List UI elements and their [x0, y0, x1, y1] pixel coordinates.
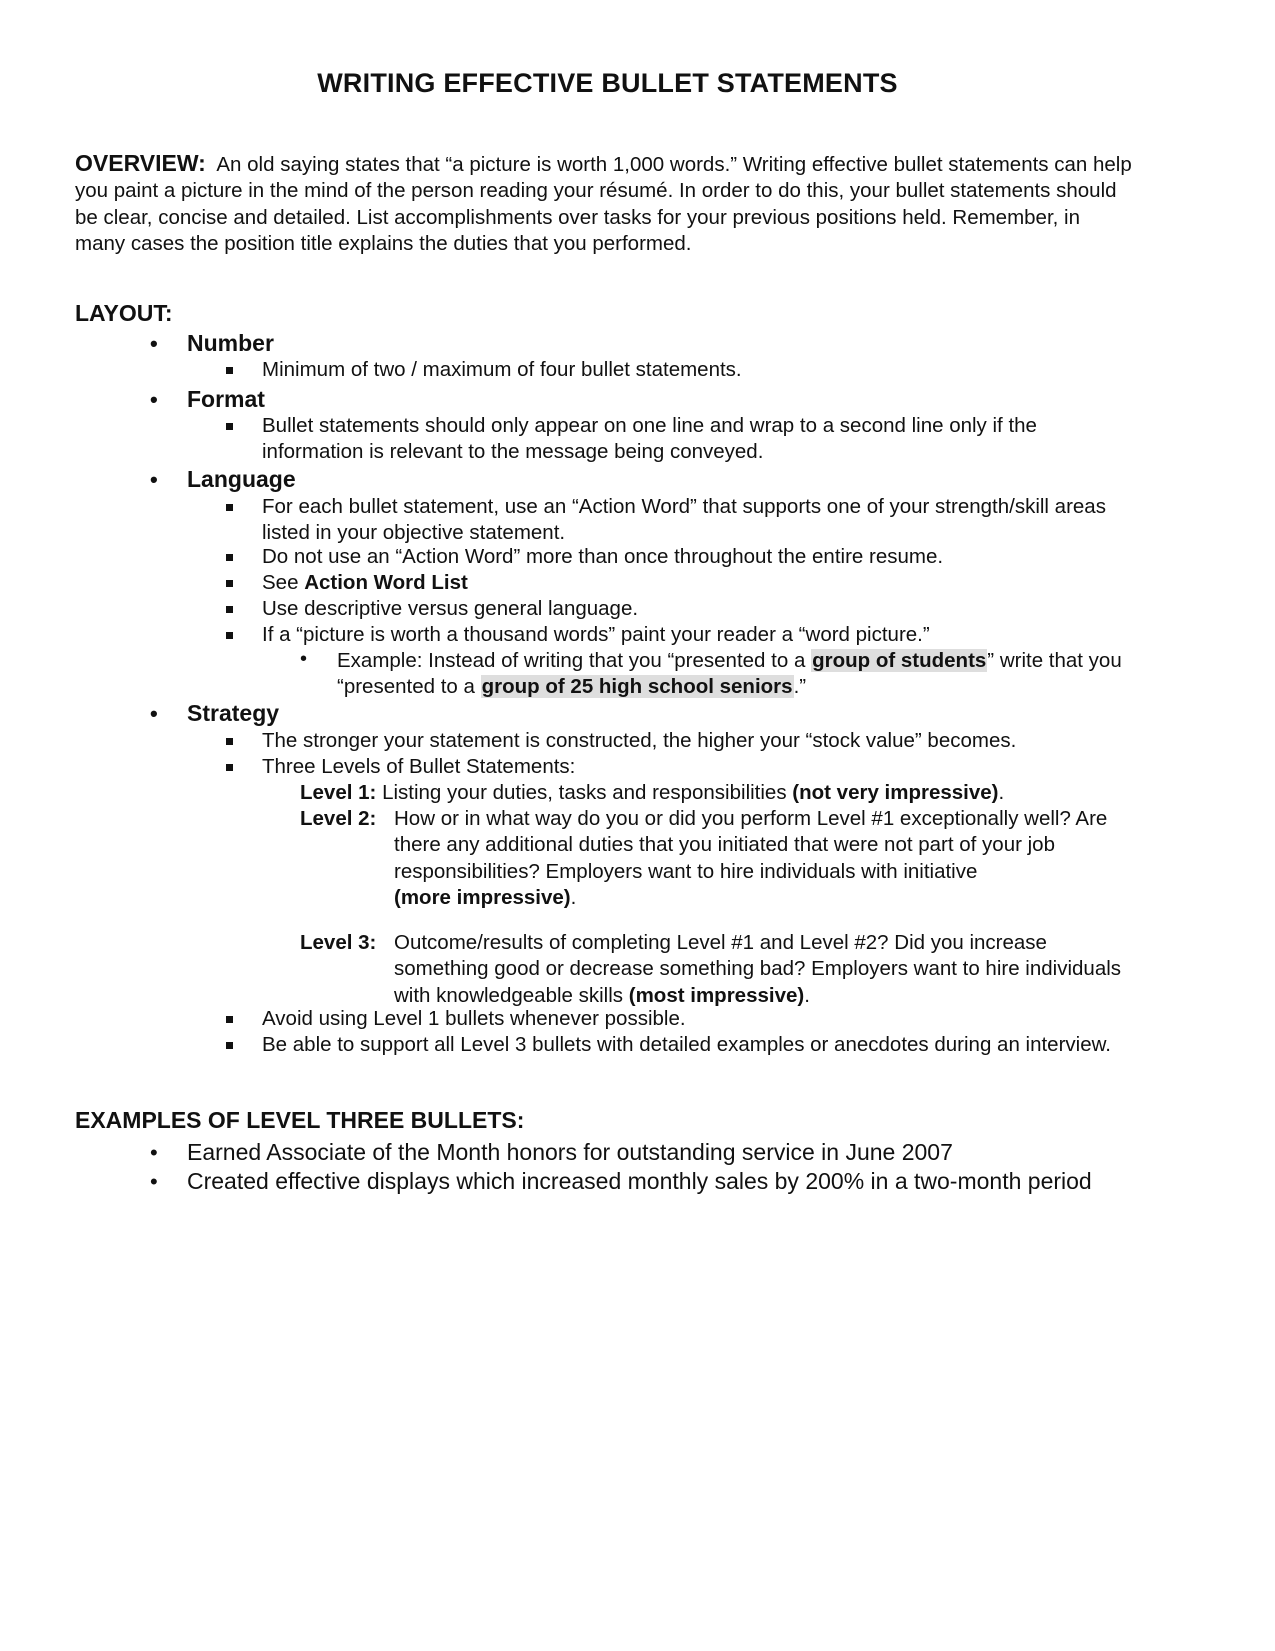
- page-title: WRITING EFFECTIVE BULLET STATEMENTS: [317, 68, 898, 98]
- language-item-5: If a “picture is worth a thousand words” paint your reader a “word picture.”: [262, 623, 930, 646]
- bullet-dot-icon: •: [150, 387, 158, 412]
- number-item: Minimum of two / maximum of four bullet statements.: [262, 358, 742, 381]
- bullet-dot-icon: •: [150, 701, 158, 726]
- strategy-item-3: Avoid using Level 1 bullets whenever possible.: [262, 1007, 686, 1030]
- level-1-text: Listing your duties, tasks and responsibilities: [382, 781, 787, 804]
- language-item-3: [262, 570, 1142, 596]
- level-3-end: .: [804, 983, 810, 1007]
- level-2-body: [394, 806, 1144, 911]
- level-3-body: [394, 930, 1144, 1009]
- level-1-label: Level 1:: [300, 781, 377, 804]
- level-3: [300, 930, 1140, 1007]
- example-part-3: .”: [793, 675, 807, 699]
- bullet-dot-icon: •: [300, 648, 308, 670]
- square-bullet-icon: [226, 738, 233, 745]
- square-bullet-icon: [226, 764, 233, 771]
- level-1: [300, 780, 1140, 806]
- level-2-text: How or in what way do you or did you perform Level #1 exceptionally well? Are there any additional duties that you initiated that were not part of your job responsibilities? Employers want to hire individuals with initiative: [394, 807, 1108, 883]
- square-bullet-icon: [226, 1016, 233, 1023]
- strategy-item-1: The stronger your statement is constructed, the higher your “stock value” becomes.: [262, 729, 1017, 752]
- bullet-dot-icon: •: [150, 1140, 158, 1165]
- bullet-dot-icon: •: [150, 331, 158, 356]
- square-bullet-icon: [226, 504, 233, 511]
- language-label: Language: [187, 466, 296, 492]
- level-2-end: .: [570, 885, 577, 909]
- level-3-text: Outcome/results of completing Level #1 and Level #2? Did you increase something good or decrease something bad? Employers want to hire individuals with knowledgeable skills: [394, 931, 1122, 1007]
- level-1-end: .: [998, 781, 1005, 804]
- bullet-dot-icon: •: [150, 1169, 158, 1194]
- bullet-dot-icon: •: [150, 467, 158, 492]
- level-1-rating: (not very impressive): [792, 781, 999, 804]
- example-part-1: Example: Instead of writing that you “presented to a: [337, 649, 806, 672]
- overview-label: OVERVIEW:: [75, 150, 206, 176]
- example-bullet-2: Created effective displays which increased monthly sales by 200% in a two-month period: [187, 1168, 1092, 1194]
- level-2: [300, 806, 1140, 909]
- language-item-2: Do not use an “Action Word” more than once throughout the entire resume.: [262, 545, 944, 568]
- square-bullet-icon: [226, 580, 233, 587]
- example-part-2: ” write that you “presented to a: [337, 649, 1122, 699]
- level-3-label: Level 3:: [300, 931, 377, 954]
- level-2-rating: (more impressive): [394, 885, 571, 909]
- language-example: [337, 648, 1142, 701]
- overview-text: An old saying states that “a picture is worth 1,000 words.” Writing effective bullet statements can help you paint a picture in the mind of the person reading your résumé. In order to do this, your bullet statements should be clear, concise and detailed. List accomplishments over tasks for your previous positions held. Remember, in many cases the position title explains the duties that you performed.: [75, 153, 1132, 255]
- language-item-4: Use descriptive versus general language.: [262, 597, 639, 620]
- layout-heading: LAYOUT:: [75, 300, 173, 326]
- format-label: Format: [187, 386, 265, 412]
- square-bullet-icon: [226, 554, 233, 561]
- level-3-rating: (most impressive): [628, 983, 805, 1007]
- strategy-item-4: Be able to support all Level 3 bullets with detailed examples or anecdotes during an interview.: [262, 1033, 1111, 1056]
- square-bullet-icon: [226, 423, 233, 430]
- format-item: Bullet statements should only appear on one line and wrap to a second line only if the information is relevant to the message being conveyed.: [262, 414, 1037, 464]
- example-highlight-1: group of students: [812, 649, 987, 672]
- example-highlight-2: group of 25 high school seniors: [481, 675, 793, 699]
- square-bullet-icon: [226, 367, 233, 374]
- square-bullet-icon: [226, 606, 233, 613]
- overview-paragraph: [75, 150, 1135, 257]
- example-bullet-1: Earned Associate of the Month honors for outstanding service in June 2007: [187, 1139, 953, 1165]
- action-word-list-ref: Action Word List: [304, 571, 468, 594]
- examples-heading: EXAMPLES OF LEVEL THREE BULLETS:: [75, 1107, 525, 1133]
- language-item-1: For each bullet statement, use an “Action Word” that supports one of your strength/skill areas listed in your objective statement.: [262, 495, 1106, 545]
- square-bullet-icon: [226, 632, 233, 639]
- level-2-label: Level 2:: [300, 807, 377, 830]
- strategy-item-2: Three Levels of Bullet Statements:: [262, 755, 576, 778]
- see-text: See: [262, 571, 299, 594]
- square-bullet-icon: [226, 1042, 233, 1049]
- strategy-label: Strategy: [187, 700, 280, 726]
- number-label: Number: [187, 330, 274, 356]
